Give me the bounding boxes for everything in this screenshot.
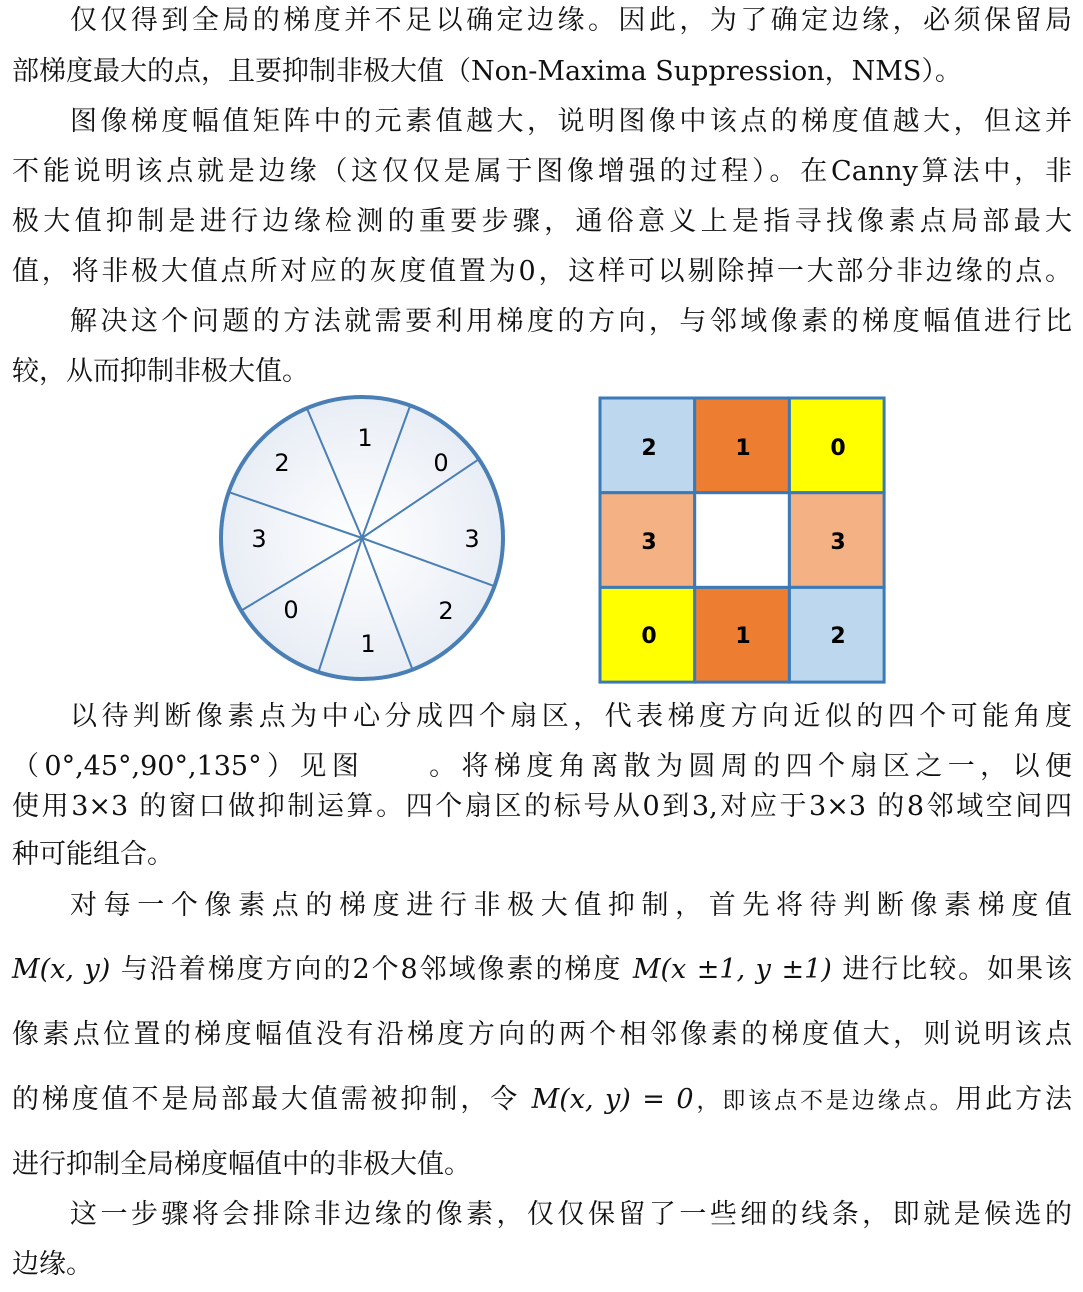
- p2-line-4: 值，将非极大值点所对应的灰度值置为0，这样可以剔除掉一大部分非边缘的点。: [12, 256, 1072, 287]
- p2-line-2: 不能说明该点就是边缘（这仅仅是属于图像增强的过程）。在Canny算法中，非: [12, 156, 1072, 187]
- p2-line-3: 极大值抑制是进行边缘检测的重要步骤，通俗意义上是指寻找像素点局部最大: [12, 206, 1072, 237]
- wheel-label: 3: [464, 525, 480, 553]
- grid-cell-label: 3: [641, 530, 657, 555]
- p5-line-2: [12, 953, 1072, 987]
- wheel-label: 2: [438, 597, 454, 625]
- p5-line-3: 像素点位置的梯度幅值没有沿梯度方向的两个相邻像素的梯度值大，则说明该点: [12, 1019, 1072, 1050]
- p3-line-2: 较，从而抑制非极大值。: [12, 356, 309, 387]
- p6-line-1: 这一步骤将会排除非边缘的像素，仅仅保留了一些细的线条，即就是候选的: [70, 1199, 1072, 1230]
- p5-line-4-text-b: 用此方法: [955, 1084, 1073, 1115]
- grid-cell-label: 1: [735, 436, 751, 461]
- p5-line-4-text-a: 的梯度值不是局部最大值需被抑制，令: [12, 1084, 532, 1115]
- sector-wheel-figure: [214, 390, 514, 686]
- wheel-label: 1: [360, 630, 376, 658]
- p5-line-4-small-text: ，即该点不是边缘点。: [693, 1088, 956, 1114]
- neighborhood-grid-figure: [598, 396, 890, 688]
- p3-line-1: 解决这个问题的方法就需要利用梯度的方向，与邻域像素的梯度幅值进行比: [70, 306, 1072, 337]
- wheel-label: 0: [433, 449, 449, 477]
- p4-line-1: 以待判断像素点为中心分成四个扇区，代表梯度方向近似的四个可能角度: [70, 701, 1072, 732]
- grid-cell-label: 2: [830, 624, 846, 649]
- p5-line-2-text-a: 与沿着梯度方向的2个8邻域像素的梯度: [110, 954, 633, 985]
- grid-cell-label: 2: [641, 436, 657, 461]
- p5-line-1: 对每一个像素点的梯度进行非极大值抑制，首先将待判断像素梯度值: [70, 890, 1072, 921]
- wheel-label: 1: [357, 424, 373, 452]
- p1-line-1: 仅仅得到全局的梯度并不足以确定边缘。因此，为了确定边缘，必须保留局: [70, 5, 1072, 36]
- wheel-label: 3: [251, 525, 267, 553]
- grid-cell-label: 3: [830, 530, 846, 555]
- math-suppress-zero: M(x, y) = 0: [531, 1084, 694, 1115]
- math-gradient-neighbors: M(x ±1, y ±1): [632, 954, 832, 985]
- p5-line-4: [12, 1083, 1072, 1118]
- wheel-label: 2: [274, 449, 290, 477]
- p4-line-3: 使用3×3 的窗口做抑制运算。四个扇区的标号从0到3,对应于3×3 的8邻域空间四: [12, 791, 1072, 822]
- p5-line-5: 进行抑制全局梯度幅值中的非极大值。: [12, 1149, 471, 1180]
- grid-cell-label: 1: [735, 624, 751, 649]
- math-gradient-m-xy: M(x, y): [12, 954, 111, 985]
- grid-center-cell: [695, 493, 790, 588]
- wheel-label: 0: [283, 596, 299, 624]
- p6-line-2: 边缘。: [12, 1249, 93, 1280]
- p5-line-2-text-b: 进行比较。如果该: [831, 954, 1072, 985]
- p2-line-1: 图像梯度幅值矩阵中的元素值越大，说明图像中该点的梯度值越大，但这并: [70, 106, 1072, 137]
- p4-line-4: 种可能组合。: [12, 839, 174, 870]
- p1-line-2: 部梯度最大的点，且要抑制非极大值（Non-Maxima Suppression，NMS）。: [12, 56, 962, 87]
- grid-cell-label: 0: [830, 436, 846, 461]
- p4-line-2: （0°,45°,90°,135°）见图 。将梯度角离散为圆周的四个扇区之一，以便: [12, 751, 1072, 782]
- grid-cell-label: 0: [641, 624, 657, 649]
